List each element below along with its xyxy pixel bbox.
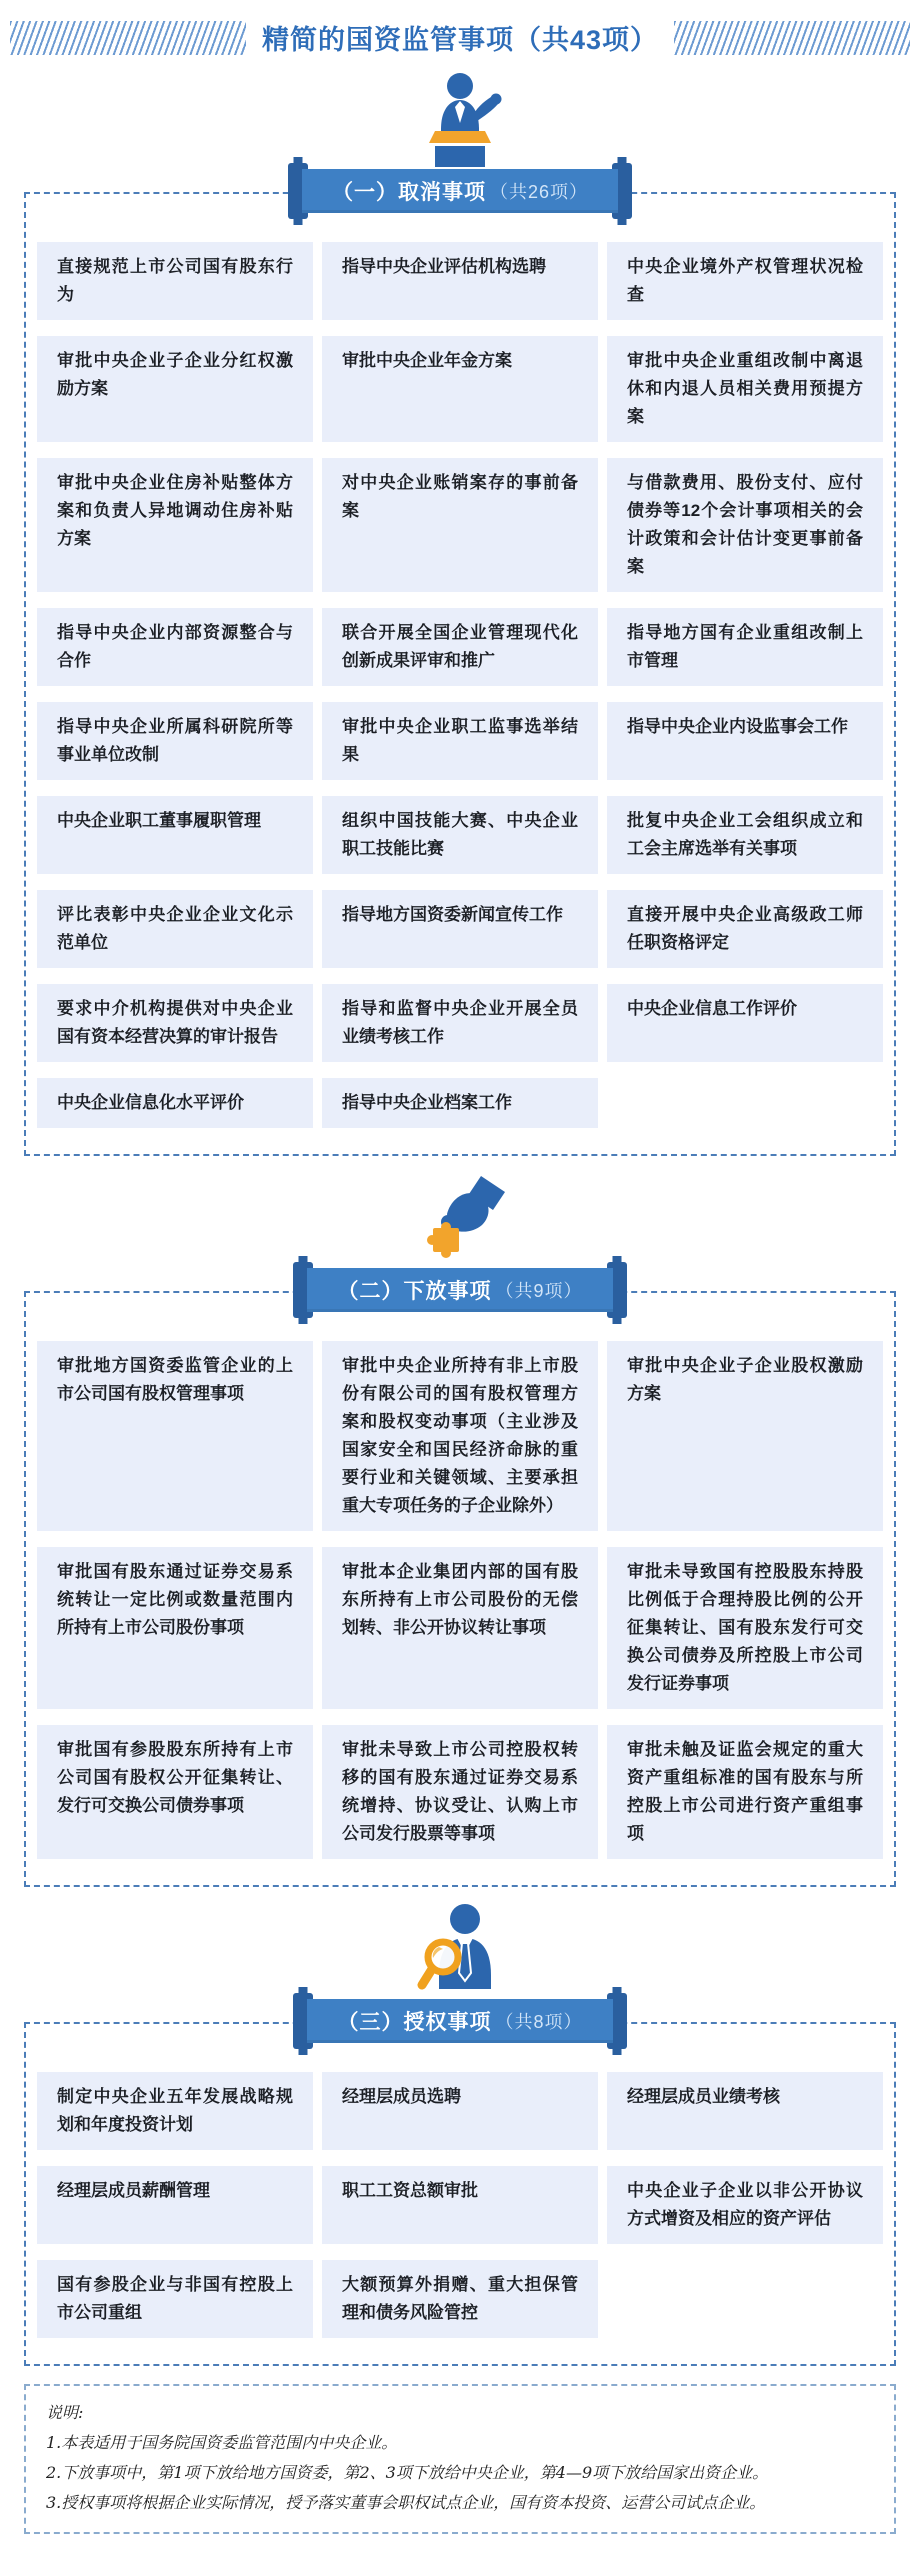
item-card: 中央企业信息化水平评价 xyxy=(37,1078,313,1128)
item-card: 中央企业信息工作评价 xyxy=(607,984,883,1062)
section-banner xyxy=(0,1262,920,1318)
item-card: 审批国有参股股东所持有上市公司国有股权公开征集转让、发行可交换公司债券事项 xyxy=(37,1725,313,1859)
magnifier-person-icon xyxy=(0,1901,920,1997)
delegated-items-grid xyxy=(37,1341,883,1859)
item-card: 指导地方国有企业重组改制上市管理 xyxy=(607,608,883,686)
item-card: 直接规范上市公司国有股东行为 xyxy=(37,242,313,320)
page-header xyxy=(10,18,910,57)
item-card: 审批中央企业职工监事选举结果 xyxy=(322,702,598,780)
item-card: 指导和监督中央企业开展全员业绩考核工作 xyxy=(322,984,598,1062)
item-card: 中央企业职工董事履职管理 xyxy=(37,796,313,874)
podium-speaker-icon xyxy=(0,71,920,167)
item-card: 中央企业子企业以非公开协议方式增资及相应的资产评估 xyxy=(607,2166,883,2244)
item-card: 对中央企业账销案存的事前备案 xyxy=(322,458,598,592)
notes-box xyxy=(24,2384,896,2534)
note-line: 2.下放事项中，第1项下放给地方国资委，第2、3项下放给中央企业，第4—9项下放给国家出资企业。 xyxy=(46,2463,769,2482)
banner-title: （一）取消事项 xyxy=(331,181,486,204)
item-card: 国有参股企业与非国有控股上市公司重组 xyxy=(37,2260,313,2338)
section-delegated-items xyxy=(0,1170,920,1887)
cancelled-items-grid xyxy=(37,242,883,1128)
item-card: 审批未导致上市公司控股权转移的国有股东通过证券交易系统增持、协议受让、认购上市公司发行股票等事项 xyxy=(322,1725,598,1859)
item-card: 指导中央企业档案工作 xyxy=(322,1078,598,1128)
section-banner xyxy=(0,163,920,219)
cancelled-items-box xyxy=(24,192,896,1156)
item-card: 审批地方国资委监管企业的上市公司国有股权管理事项 xyxy=(37,1341,313,1531)
item-card: 审批本企业集团内部的国有股东所持有上市公司股份的无偿划转、非公开协议转让事项 xyxy=(322,1547,598,1709)
item-card: 审批中央企业年金方案 xyxy=(322,336,598,442)
item-card: 经理层成员选聘 xyxy=(322,2072,598,2150)
notes-title: 说明: xyxy=(46,2403,84,2422)
item-card: 审批中央企业子企业股权激励方案 xyxy=(607,1341,883,1531)
item-card: 组织中国技能大赛、中央企业职工技能比赛 xyxy=(322,796,598,874)
item-card: 审批中央企业所持有非上市股份有限公司的国有股权管理方案和股权变动事项（主业涉及国家安全和国民经济命脉的重要行业和关键领域、主要承担重大专项任务的子企业除外） xyxy=(322,1341,598,1531)
item-card: 审批中央企业重组改制中离退休和内退人员相关费用预提方案 xyxy=(607,336,883,442)
section-cancelled-items xyxy=(0,71,920,1156)
section-banner xyxy=(0,1993,920,2049)
item-card: 与借款费用、股份支付、应付债券等12个会计事项相关的会计政策和会计估计变更事前备案 xyxy=(607,458,883,592)
note-line: 3.授权事项将根据企业实际情况，授予落实董事会职权试点企业，国有资本投资、运营公司试点企业。 xyxy=(46,2493,766,2512)
authorized-items-grid xyxy=(37,2072,883,2338)
banner-count: （共9项） xyxy=(495,1281,583,1301)
item-card: 职工工资总额审批 xyxy=(322,2166,598,2244)
item-card: 直接开展中央企业高级政工师任职资格评定 xyxy=(607,890,883,968)
hatch-stripe-right xyxy=(674,21,910,55)
item-card: 指导中央企业所属科研院所等事业单位改制 xyxy=(37,702,313,780)
note-line: 1.本表适用于国务院国资委监管范围内中央企业。 xyxy=(46,2433,398,2452)
item-card: 制定中央企业五年发展战略规划和年度投资计划 xyxy=(37,2072,313,2150)
item-card: 中央企业境外产权管理状况检查 xyxy=(607,242,883,320)
banner-title: （三）授权事项 xyxy=(337,2011,492,2034)
item-card: 指导中央企业内设监事会工作 xyxy=(607,702,883,780)
item-card: 审批中央企业住房补贴整体方案和负责人异地调动住房补贴方案 xyxy=(37,458,313,592)
delegated-items-box xyxy=(24,1291,896,1887)
item-card: 审批未导致国有控股股东持股比例低于合理持股比例的公开征集转让、国有股东发行可交换公司债券及所控股上市公司发行证券事项 xyxy=(607,1547,883,1709)
hand-puzzle-icon xyxy=(0,1170,920,1266)
item-card: 指导中央企业内部资源整合与合作 xyxy=(37,608,313,686)
banner-count: （共8项） xyxy=(495,2012,583,2032)
item-card: 大额预算外捐赠、重大担保管理和债务风险管控 xyxy=(322,2260,598,2338)
item-card: 审批中央企业子企业分红权激励方案 xyxy=(37,336,313,442)
hatch-stripe-left xyxy=(10,21,246,55)
banner-title: （二）下放事项 xyxy=(337,1280,492,1303)
item-card: 审批未触及证监会规定的重大资产重组标准的国有股东与所控股上市公司进行资产重组事项 xyxy=(607,1725,883,1859)
item-card: 指导中央企业评估机构选聘 xyxy=(322,242,598,320)
authorized-items-box xyxy=(24,2022,896,2366)
item-card: 联合开展全国企业管理现代化创新成果评审和推广 xyxy=(322,608,598,686)
item-card: 经理层成员薪酬管理 xyxy=(37,2166,313,2244)
page-title: 精简的国资监管事项（共43项） xyxy=(261,25,659,55)
section-authorized-items xyxy=(0,1901,920,2366)
item-card: 评比表彰中央企业企业文化示范单位 xyxy=(37,890,313,968)
item-card: 经理层成员业绩考核 xyxy=(607,2072,883,2150)
item-card: 指导地方国资委新闻宣传工作 xyxy=(322,890,598,968)
banner-count: （共26项） xyxy=(489,182,589,202)
item-card: 批复中央企业工会组织成立和工会主席选举有关事项 xyxy=(607,796,883,874)
item-card: 审批国有股东通过证券交易系统转让一定比例或数量范围内所持有上市公司股份事项 xyxy=(37,1547,313,1709)
item-card: 要求中介机构提供对中央企业国有资本经营决算的审计报告 xyxy=(37,984,313,1062)
